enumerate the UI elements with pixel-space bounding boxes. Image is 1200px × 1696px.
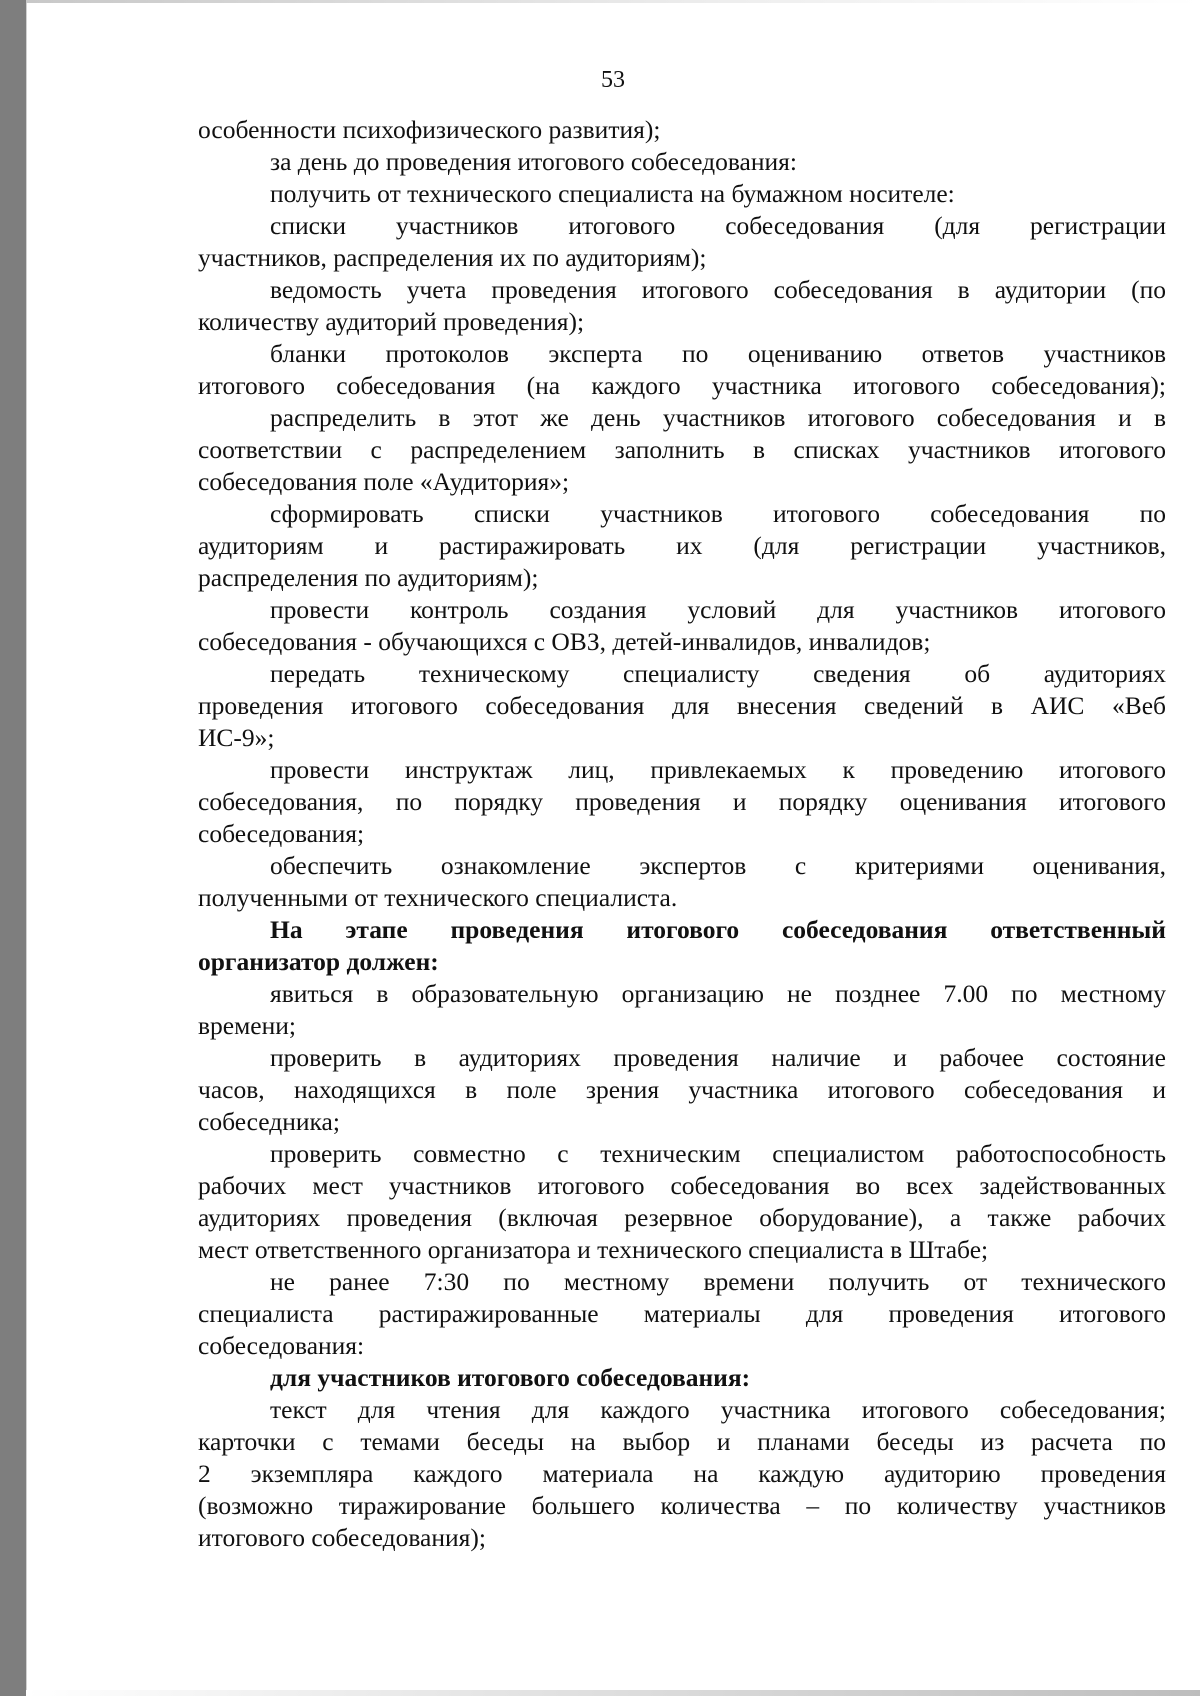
text-line: аудиториям и растиражировать их (для регистрации участников,	[198, 531, 1166, 560]
text-line: (возможно тиражирование большего количества – по количеству участников	[198, 1491, 1166, 1520]
text-line: передать техническому специалисту сведения об аудиториях	[270, 659, 1166, 688]
text-line: собеседника;	[198, 1107, 340, 1136]
text-line: распределить в этот же день участников итогового собеседования и в	[270, 403, 1166, 432]
text-line: проведения итогового собеседования для внесения сведений в АИС «Веб	[198, 691, 1166, 720]
text-line: часов, находящихся в поле зрения участника итогового собеседования и	[198, 1075, 1166, 1104]
section-heading: На этапе проведения итогового собеседования ответственный	[270, 915, 1166, 944]
text-line: бланки протоколов эксперта по оцениванию ответов участников	[270, 339, 1166, 368]
text-line: за день до проведения итогового собеседования:	[270, 147, 797, 176]
text-line: собеседования - обучающихся с ОВЗ, детей-инвалидов, инвалидов;	[198, 627, 931, 656]
text-line: списки участников итогового собеседования (для регистрации	[270, 211, 1166, 240]
text-line: особенности психофизического развития);	[198, 115, 661, 144]
page-number: 53	[601, 67, 625, 93]
text-line: провести инструктаж лиц, привлекаемых к проведению итогового	[270, 755, 1166, 784]
text-line: явиться в образовательную организацию не позднее 7.00 по местному	[270, 979, 1166, 1008]
text-line: не ранее 7:30 по местному времени получить от технического	[270, 1267, 1166, 1296]
text-line: итогового собеседования (на каждого участника итогового собеседования);	[198, 371, 1166, 400]
text-line: полученными от технического специалиста.	[198, 883, 678, 912]
text-line: сформировать списки участников итогового собеседования по	[270, 499, 1166, 528]
text-line: ИС-9»;	[198, 723, 275, 752]
text-line: текст для чтения для каждого участника итогового собеседования;	[270, 1395, 1166, 1424]
text-line: соответствии с распределением заполнить в списках участников итогового	[198, 435, 1166, 464]
text-line: проверить совместно с техническим специалистом работоспособность	[270, 1139, 1166, 1168]
text-line: собеседования;	[198, 819, 365, 848]
text-line: итогового собеседования);	[198, 1523, 486, 1552]
text-line: участников, распределения их по аудиториям);	[198, 243, 707, 272]
text-line: распределения по аудиториям);	[198, 563, 539, 592]
text-line: собеседования, по порядку проведения и порядку оценивания итогового	[198, 787, 1166, 816]
subheading: для участников итогового собеседования:	[270, 1363, 751, 1392]
scan-edge-top	[26, 0, 1200, 3]
text-line: времени;	[198, 1011, 296, 1040]
text-line: аудиториях проведения (включая резервное оборудование), а также рабочих	[198, 1203, 1166, 1232]
text-line: рабочих мест участников итогового собеседования во всех задействованных	[198, 1171, 1166, 1200]
text-line: специалиста растиражированные материалы для проведения итогового	[198, 1299, 1166, 1328]
text-line: проверить в аудиториях проведения наличие и рабочее состояние	[270, 1043, 1166, 1072]
text-line: обеспечить ознакомление экспертов с критериями оценивания,	[270, 851, 1166, 880]
scan-edge-bottom	[26, 1690, 1200, 1696]
text-line: мест ответственного организатора и технического специалиста в Штабе;	[198, 1235, 989, 1264]
text-line: 2 экземпляра каждого материала на каждую аудиторию проведения	[198, 1459, 1166, 1488]
text-line: провести контроль создания условий для участников итогового	[270, 595, 1166, 624]
document-page	[26, 0, 1200, 1696]
text-line: количеству аудиторий проведения);	[198, 307, 585, 336]
text-line: карточки с темами беседы на выбор и планами беседы из расчета по	[198, 1427, 1166, 1456]
text-line: ведомость учета проведения итогового собеседования в аудитории (по	[270, 275, 1166, 304]
text-line: собеседования:	[198, 1331, 365, 1360]
text-line: собеседования поле «Аудитория»;	[198, 467, 570, 496]
text-line: получить от технического специалиста на бумажном носителе:	[270, 179, 955, 208]
section-heading: организатор должен:	[198, 947, 439, 976]
